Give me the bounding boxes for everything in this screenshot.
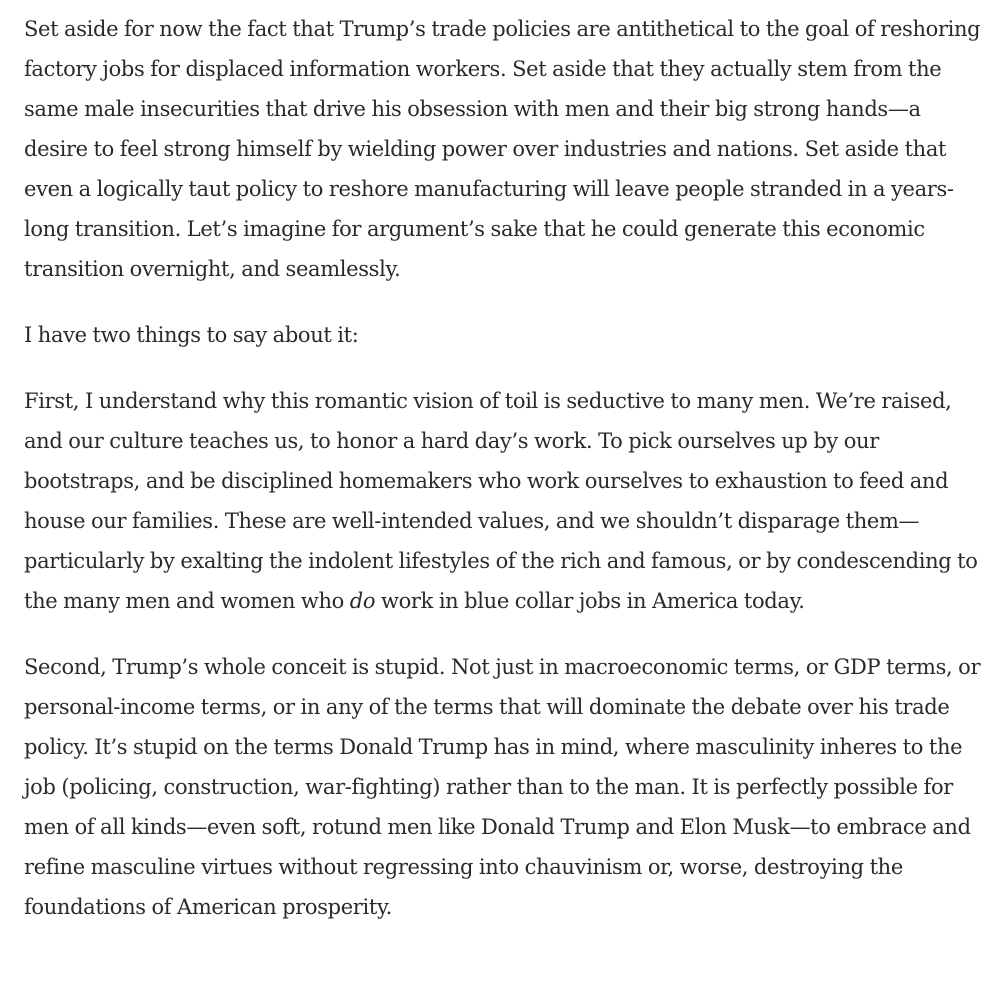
paragraph-second-point: Second, Trump’s whole conceit is stupid. Not just in macroeconomic terms, or GDP terms, or personal-income terms, or in any of the terms that will dominate the debate over his trade policy. It’s stupid on the terms Donald Trump has in mind, where masculinity inheres to the job (policing, construction, war-fighting) rather than to the man. It is perfectly possible for men of all kinds—even soft, rotund men like Donald Trump and Elon Musk—to embrace and refine masculine virtues without regressing into chauvinism or, worse, destroying the foundations of American prosperity.	[24, 655, 981, 919]
first-point-text-before: First, I understand why this romantic vision of toil is seductive to many men. We’re raised, and our culture teaches us, to honor a hard day’s work. To pick ourselves up by our bootstraps, and be disciplined homemakers who work ourselves to exhaustion to feed and house our families. These are well-intended values, and we shouldn’t disparage them—particularly by exalting the indolent lifestyles of the rich and famous, or by condescending to the many men and women who	[24, 389, 978, 613]
first-point-text-after: work in blue collar jobs in America today.	[375, 589, 805, 613]
emphasis-do: do	[349, 589, 376, 613]
paragraph-first-point	[24, 381, 986, 621]
paragraph-two-things: I have two things to say about it:	[24, 323, 359, 347]
paragraph-intro: Set aside for now the fact that Trump’s trade policies are antithetical to the goal of reshoring factory jobs for displaced information workers. Set aside that they actually stem from the same male insecurities that drive his obsession with men and their big strong hands—a desire to feel strong himself by wielding power over industries and nations. Set aside that even a logically taut policy to reshore manufacturing will leave people stranded in a years-long transition. Let’s imagine for argument’s sake that he could generate this economic transition overnight, and seamlessly.	[24, 17, 981, 281]
